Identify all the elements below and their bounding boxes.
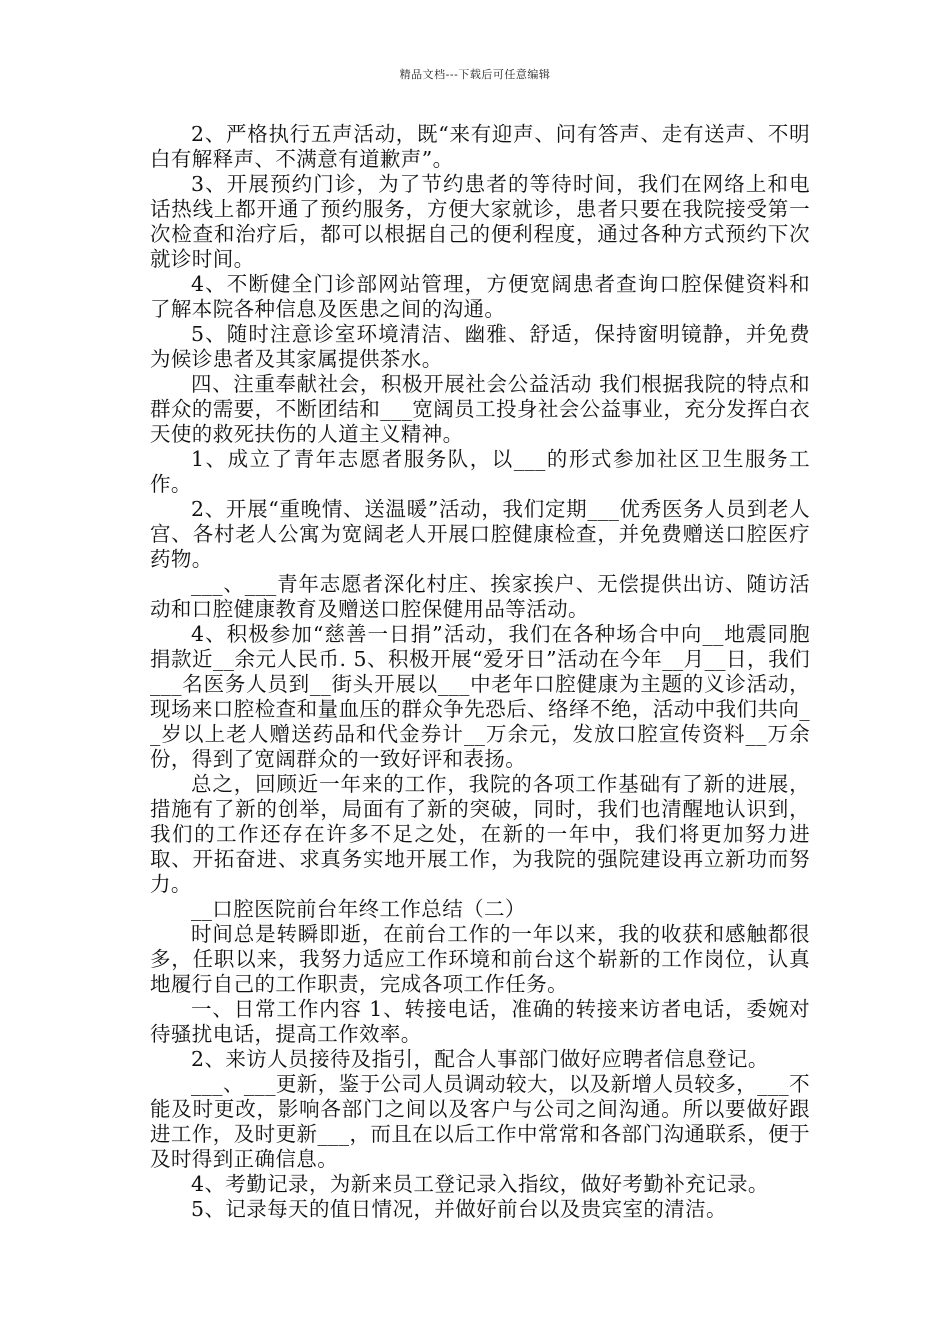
paragraph: 3、开展预约门诊，为了节约患者的等待时间，我们在网络上和电话热线上都开通了预约服务，方便大家就诊，患者只要在我院接受第一次检查和治疗后，都可以根据自己的便利程度，通过各种方式预约下次就诊时间。: [150, 172, 810, 271]
paragraph: 四、注重奉献社会，积极开展社会公益活动 我们根据我院的特点和群众的需要，不断团结和___宽阔员工投身社会公益事业，充分发挥白衣天使的救死扶伤的人道主义精神。: [150, 372, 810, 446]
paragraph: 2、来访人员接待及指引，配合人事部门做好应聘者信息登记。: [191, 1047, 769, 1071]
paragraph: 4、不断健全门诊部网站管理，方便宽阔患者查询口腔保健资料和了解本院各种信息及医患之间的沟通。: [150, 272, 810, 321]
paragraph: ___、___青年志愿者深化村庄、挨家挨户、无偿提供出访、随访活动和口腔健康教育及赠送口腔保健用品等活动。: [150, 572, 810, 621]
page-header: 精品文档---下载后可任意编辑: [399, 68, 551, 81]
paragraph: 总之，回顾近一年来的工作，我院的各项工作基础有了新的进展，措施有了新的创举，局面有了新的突破，同时，我们也清醒地认识到，我们的工作还存在许多不足之处，在新的一年中，我们将更加努力进取、开拓奋进、求真务实地开展工作，为我院的强院建设再立新功而努力。: [150, 772, 810, 896]
paragraph: 2、开展“重晚情、送温暖”活动，我们定期___优秀医务人员到老人宫、各村老人公寓为宽阔老人开展口腔健康检查，并免费赠送口腔医疗药物。: [150, 497, 810, 571]
paragraph: 5、随时注意诊室环境清洁、幽雅、舒适，保持窗明镜静，并免费为候诊患者及其家属提供茶水。: [150, 322, 810, 371]
paragraph: 1、成立了青年志愿者服务队，以___的形式参加社区卫生服务工作。: [150, 447, 810, 496]
section-title: __口腔医院前台年终工作总结（二）: [191, 897, 526, 921]
paragraph: 2、严格执行五声活动，既“来有迎声、问有答声、走有送声、不明白有解释声、不满意有道歉声”。: [150, 122, 810, 171]
paragraph: 4、积极参加“慈善一日捐”活动，我们在各种场合中向__地震同胞捐款近__余元人民币. 5、积极开展“爱牙日”活动在今年__月__日，我们___名医务人员到__街头开展以___中老年口腔健康为主题的义诊活动，现场来口腔检查和量血压的群众争先恐后、络绎不绝，活动中我们共向__岁以上老人赠送药品和代金券计__万余元，发放口腔宣传资料__万余份，得到了宽阔群众的一致好评和表扬。: [150, 622, 810, 771]
paragraph: 4、考勤记录，为新来员工登记录入指纹，做好考勤补充记录。: [191, 1172, 769, 1196]
paragraph: ___、___更新，鉴于公司人员调动较大，以及新增人员较多，___不能及时更改，影响各部门之间以及客户与公司之间沟通。所以要做好跟进工作，及时更新___，而且在以后工作中常常和各部门沟通联系，便于及时得到正确信息。: [150, 1072, 810, 1171]
paragraph: 一、日常工作内容 1、转接电话，准确的转接来访者电话，委婉对待骚扰电话，提高工作效率。: [150, 997, 810, 1046]
paragraph: 时间总是转瞬即逝，在前台工作的一年以来，我的收获和感触都很多，任职以来，我努力适应工作环境和前台这个崭新的工作岗位，认真地履行自己的工作职责，完成各项工作任务。: [150, 922, 810, 996]
paragraph: 5、记录每天的值日情况，并做好前台以及贵宾室的清洁。: [191, 1197, 727, 1221]
document-body: [150, 122, 810, 1222]
